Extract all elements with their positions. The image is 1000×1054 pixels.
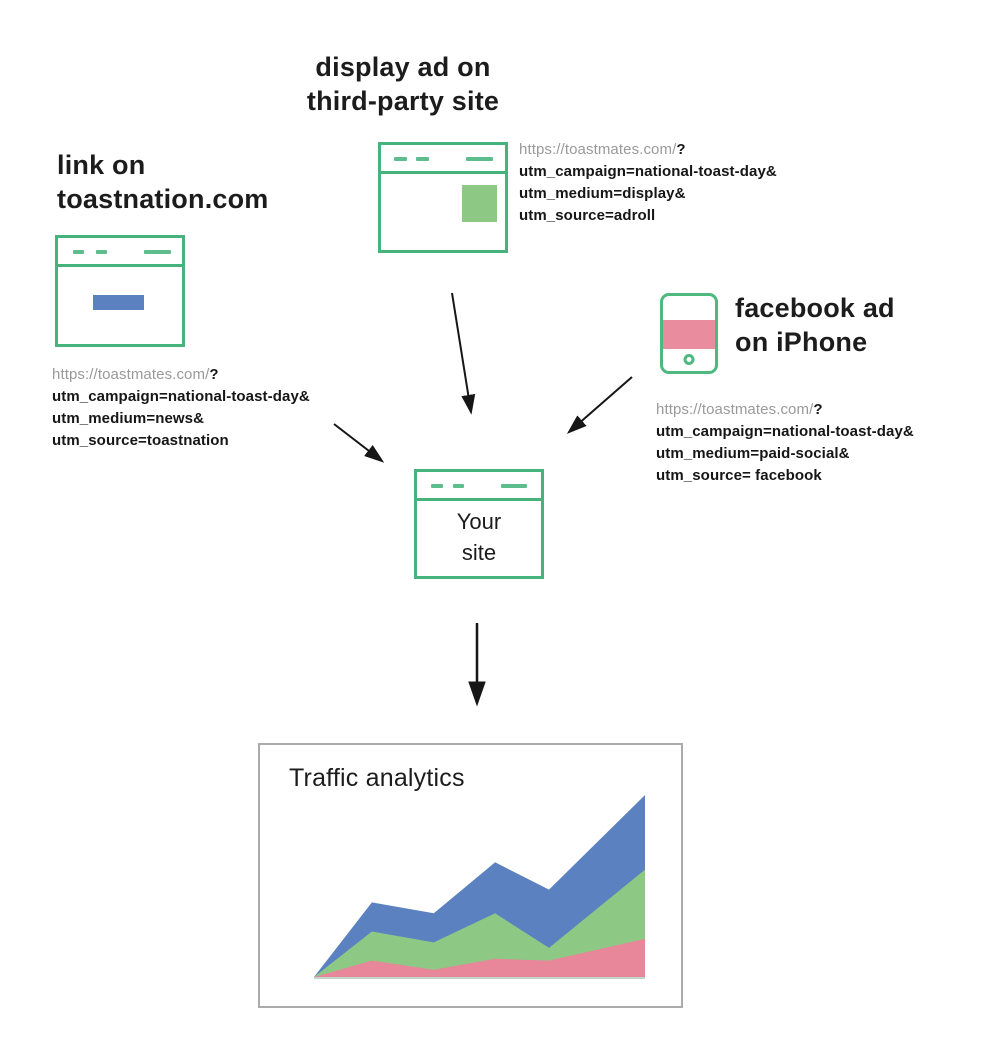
your-site-label-line1: Your	[456, 509, 502, 534]
facebook-utm-url	[656, 399, 914, 487]
toolbar-dash-long-icon	[501, 484, 527, 488]
browser-toolbar	[58, 238, 182, 267]
toolbar-dash-icon	[416, 157, 429, 161]
utm-source-param: utm_source=toastnation	[52, 432, 229, 449]
url-line	[519, 139, 777, 161]
your-site-browser-icon	[414, 469, 544, 579]
toastnation-heading-line2: toastnation.com	[57, 184, 269, 214]
analytics-title: Traffic analytics	[289, 764, 465, 792]
facebook-ad-heading	[735, 291, 895, 359]
display-ad-placement-icon	[462, 185, 497, 222]
toastnation-heading-line1: link on	[57, 150, 146, 180]
url-prefix: https://toastmates.com/	[52, 366, 210, 383]
browser-toolbar	[381, 145, 505, 174]
link-placement-icon	[93, 295, 144, 310]
utm-campaign-param: utm_campaign=national-toast-day&	[656, 423, 914, 440]
arrow-facebook-to-site	[569, 377, 632, 432]
toolbar-dash-icon	[394, 157, 407, 161]
toolbar-dash-long-icon	[466, 157, 493, 161]
display-ad-utm-url	[519, 139, 777, 227]
display-ad-heading	[283, 50, 523, 118]
toastnation-link-heading	[57, 148, 269, 216]
utm-medium-param: utm_medium=paid-social&	[656, 445, 850, 462]
url-query-mark: ?	[813, 401, 823, 418]
utm-medium-param: utm_medium=news&	[52, 410, 205, 427]
toolbar-dash-long-icon	[144, 250, 171, 254]
arrow-display-to-site	[452, 293, 471, 412]
toolbar-dash-icon	[431, 484, 443, 488]
toastnation-utm-url	[52, 364, 310, 452]
url-prefix: https://toastmates.com/	[656, 401, 814, 418]
utm-campaign-param: utm_campaign=national-toast-day&	[52, 388, 310, 405]
traffic-analytics-panel	[258, 743, 683, 1008]
utm-source-param: utm_source=adroll	[519, 207, 656, 224]
browser-toolbar	[417, 472, 541, 501]
facebook-heading-line2: on iPhone	[735, 327, 868, 357]
url-query-mark: ?	[209, 366, 219, 383]
toolbar-dash-icon	[96, 250, 107, 254]
toolbar-dash-icon	[453, 484, 464, 488]
iphone-facebook-ad-icon	[660, 293, 718, 374]
url-prefix: https://toastmates.com/	[519, 141, 677, 158]
your-site-label	[417, 506, 541, 568]
utm-source-param: utm_source= facebook	[656, 467, 822, 484]
facebook-ad-placement-icon	[663, 320, 715, 349]
browser-window-display-ad-icon	[378, 142, 508, 253]
home-button-icon	[684, 354, 695, 365]
utm-medium-param: utm_medium=display&	[519, 185, 686, 202]
url-line	[52, 364, 310, 386]
your-site-label-line2: site	[461, 540, 497, 565]
display-ad-heading-line1: display ad on	[315, 52, 491, 82]
browser-window-toastnation-icon	[55, 235, 185, 347]
arrow-link-to-site	[334, 424, 382, 461]
toolbar-dash-icon	[73, 250, 84, 254]
display-ad-heading-line2: third-party site	[306, 86, 500, 116]
url-query-mark: ?	[676, 141, 686, 158]
utm-campaign-param: utm_campaign=national-toast-day&	[519, 163, 777, 180]
facebook-heading-line1: facebook ad	[735, 293, 895, 323]
url-line	[656, 399, 914, 421]
